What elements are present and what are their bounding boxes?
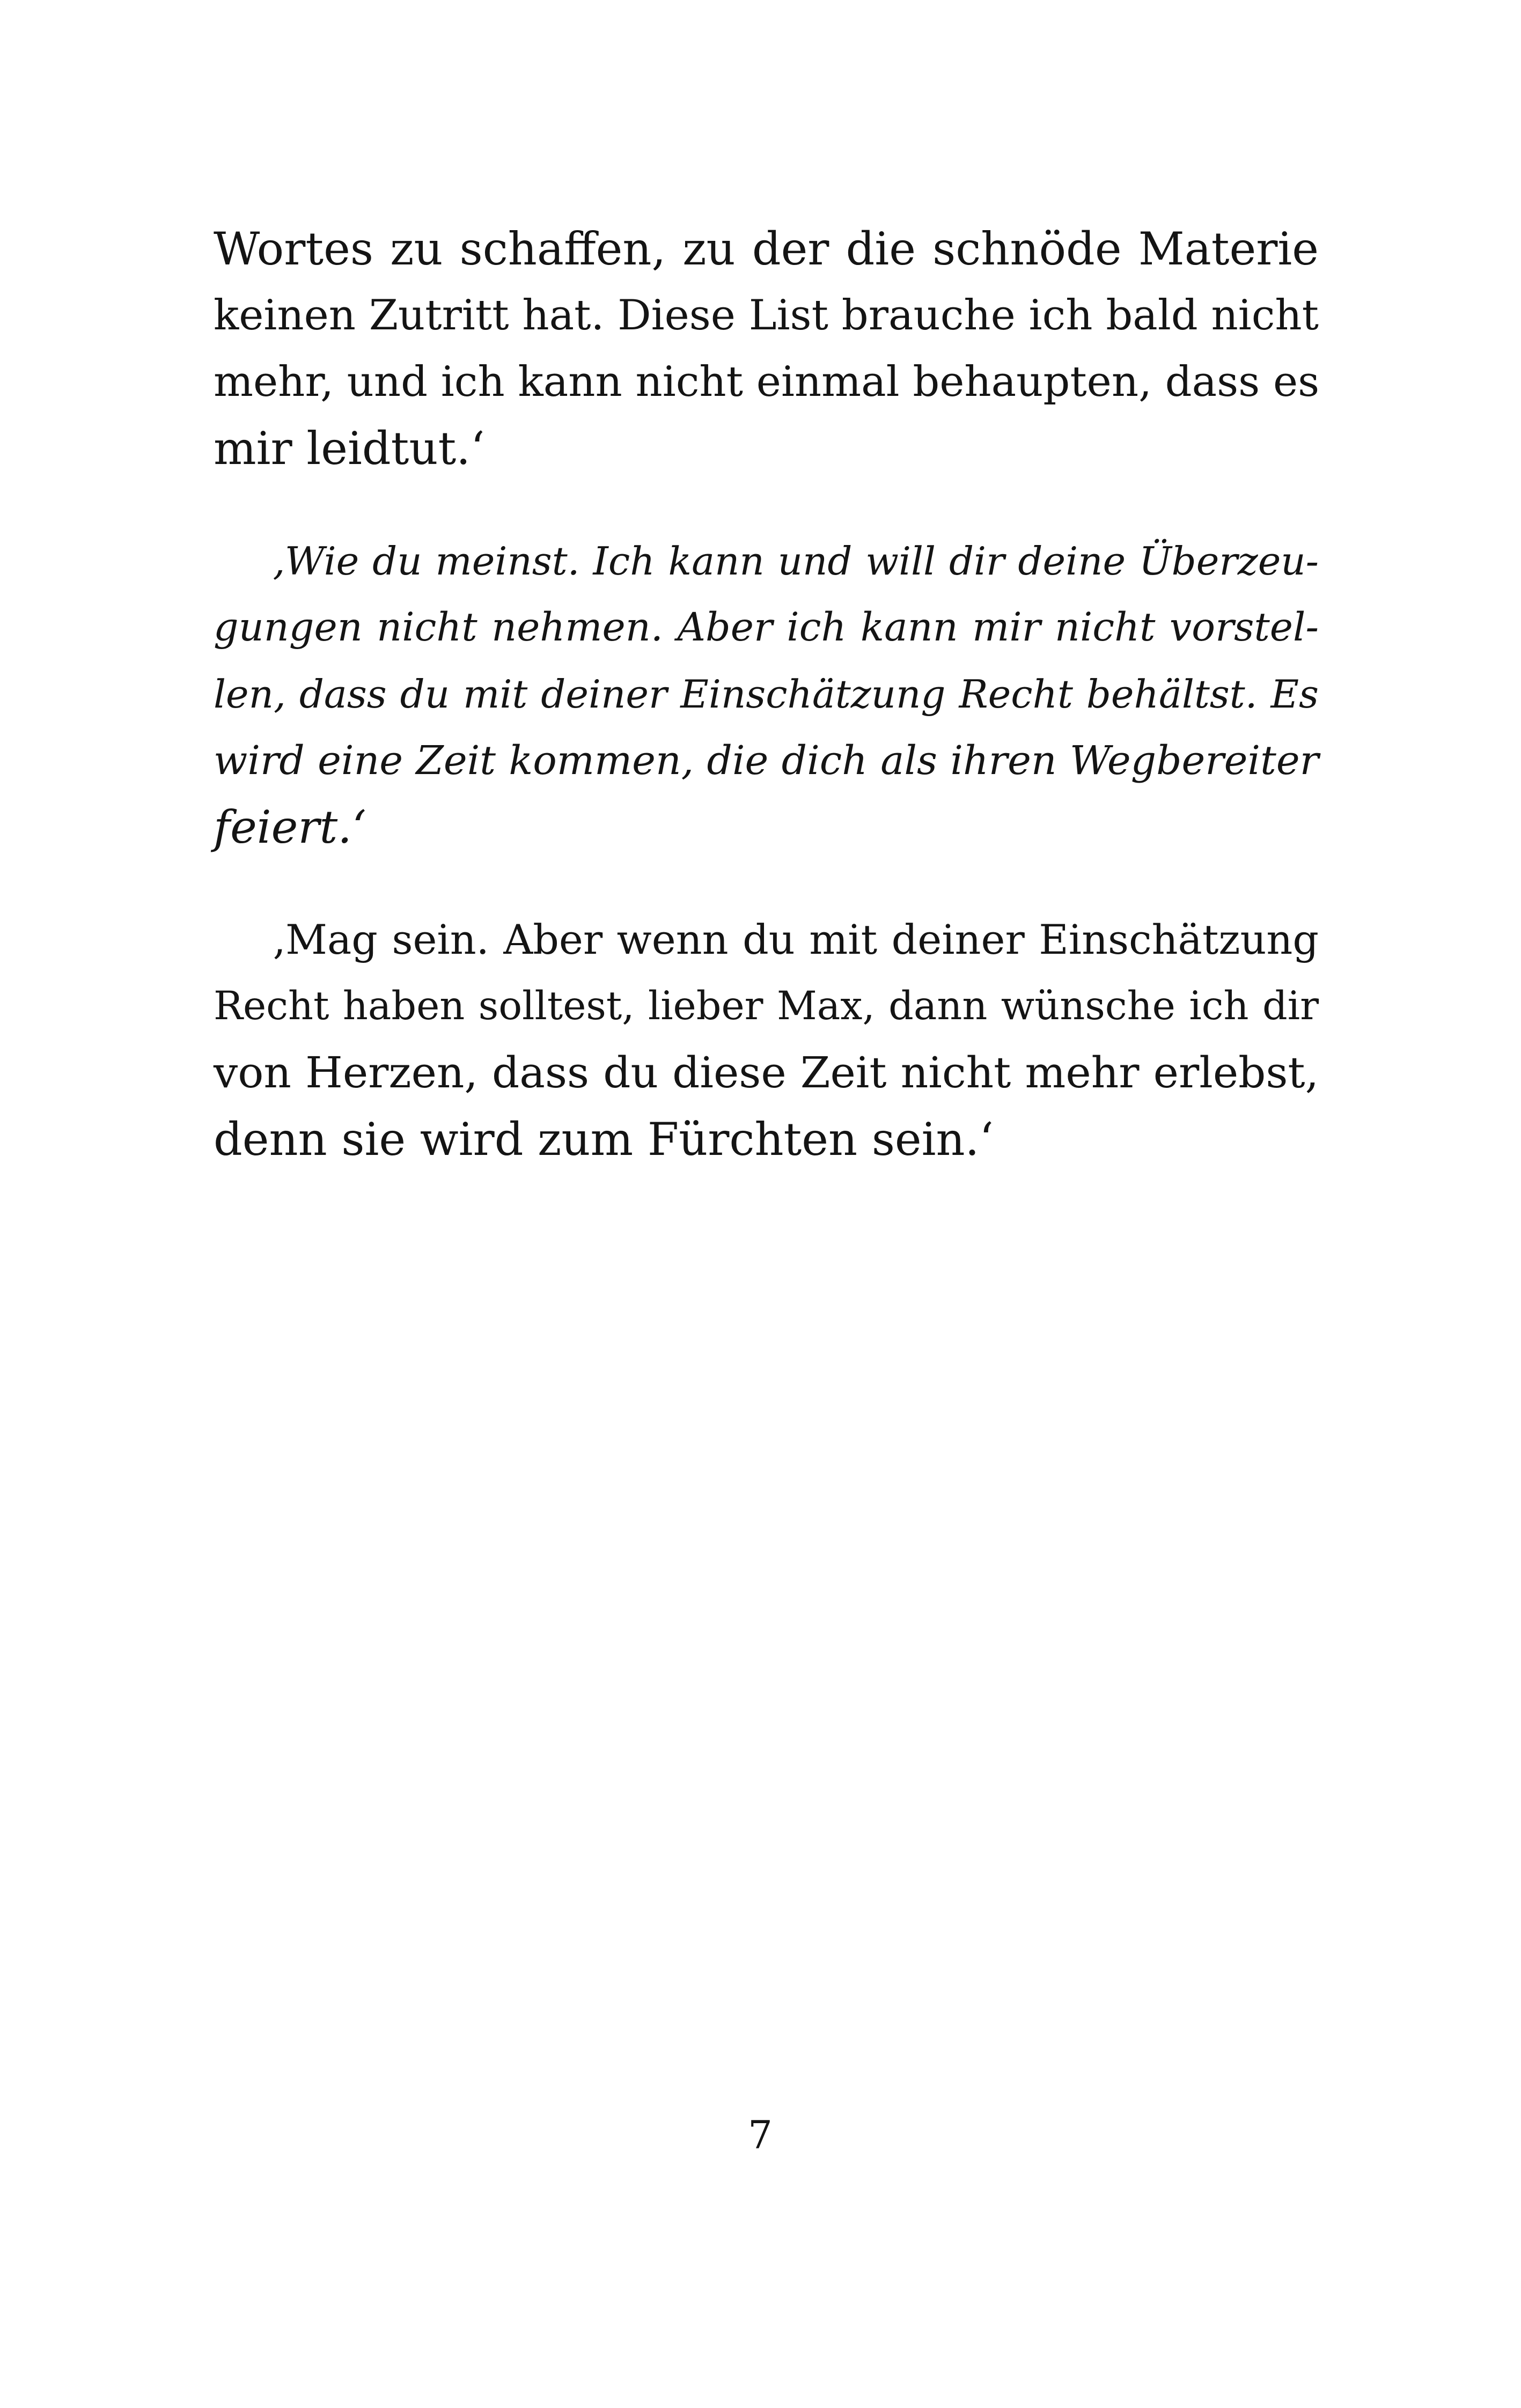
paragraph-2-line-2: gungen nicht nehmen. Aber ich kann mir nicht vorstel- — [214, 605, 1319, 650]
paragraph-1-line-1: Wortes zu schaffen, zu der die schnöde Materie — [214, 223, 1319, 275]
paragraph-1-line-4: mir leidtut.‘ — [214, 422, 485, 475]
paragraph-1-line-3: mehr, und ich kann nicht einmal behaupten, dass es — [214, 358, 1320, 406]
paragraph-3-line-3: von Herzen, dass du diese Zeit nicht mehr erlebst, — [214, 1048, 1319, 1098]
paragraph-3-line-1: ‚Mag sein. Aber wenn du mit deiner Einschätzung — [273, 916, 1319, 963]
paragraph-3-line-4: denn sie wird zum Fürchten sein.‘ — [214, 1113, 994, 1166]
paragraph-2-line-5: feiert.‘ — [214, 801, 366, 853]
paragraph-3-line-2: Recht haben solltest, lieber Max, dann wünsche ich dir — [214, 983, 1319, 1029]
page-number: 7 — [748, 2112, 773, 2157]
paragraph-2-line-1: ‚Wie du meinst. Ich kann und will dir deine Überzeu- — [273, 539, 1319, 584]
paragraph-2-line-3: len, dass du mit deiner Einschätzung Recht behältst. Es — [214, 672, 1319, 717]
paragraph-2-line-4: wird eine Zeit kommen, die dich als ihren Wegbereiter — [214, 738, 1319, 784]
paragraph-1-line-2: keinen Zutritt hat. Diese List brauche ich bald nicht — [214, 291, 1319, 340]
